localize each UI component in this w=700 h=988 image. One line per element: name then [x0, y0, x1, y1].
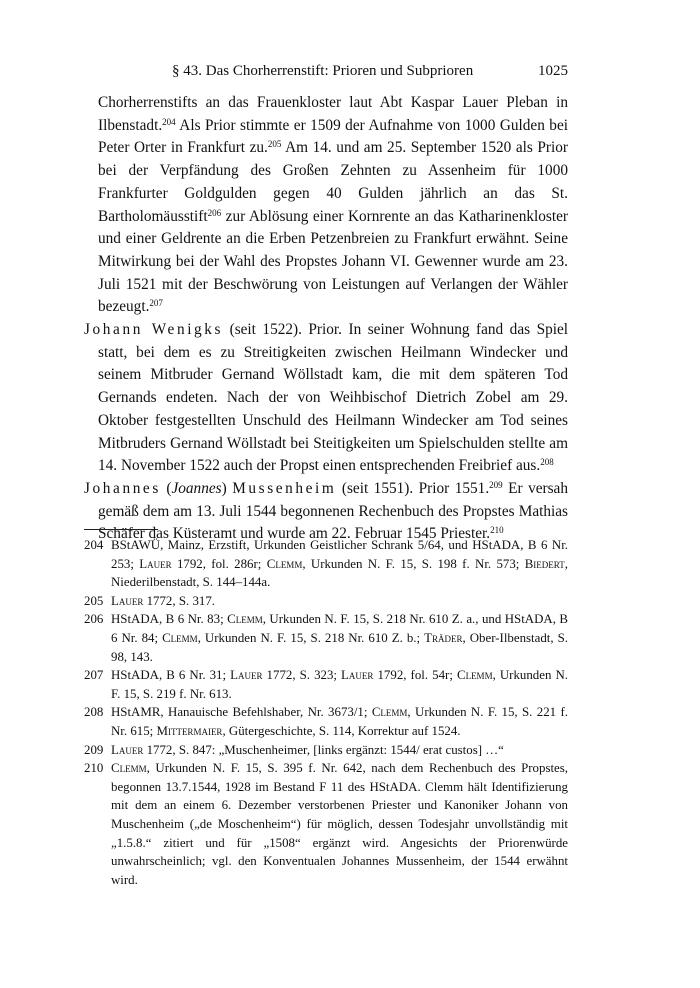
- text-run: BStAWÜ, Mainz, Erzstift, Urkunden Geistlicher Schrank 5/64, und HStADA, B 6 Nr. 253;: [111, 538, 568, 571]
- paragraph: [84, 92, 568, 319]
- text-run: HStADA, B 6 Nr. 31;: [111, 668, 231, 683]
- author-name: Lauer: [139, 556, 172, 571]
- text-run: , Urkunden N. F. 15, S. 218 Nr. 610 Z. a., und HStADA, B 6 Nr. 84;: [111, 612, 569, 645]
- text-run: (seit 1522). Prior. In seiner Wohnung fand das Spiel statt, bei dem es zu Streitigkeiten zwischen Heilmann Windecker und seinem Mitbruder Gernand Wöllstadt kam, die mit dem späteren Tod Gernands endeten. Nach der von Weihbischof Dietrich Zobel am 29. Oktober festgestellten Unschuld des Heilmann Windecker am Tod seines Mitbruders Gernand Wöllstadt bei Steitigkeiten um Spielschulden stellte am 14. November 1522 auch der Propst einen entsprechenden Freibrief aus.: [98, 321, 569, 475]
- footnote: [84, 703, 568, 740]
- running-header-title: § 43. Das Chorherrenstift: Prioren und Subprioren: [172, 63, 474, 79]
- footnote-number: 206: [84, 612, 104, 627]
- text-run: , Niederilbenstadt, S. 144–144a.: [111, 556, 568, 590]
- footnote-number: 210: [84, 761, 104, 776]
- main-text: [84, 92, 568, 546]
- entry-name: Johann Wenigks: [84, 321, 224, 339]
- author-name: Clemm: [371, 705, 408, 720]
- running-header: [84, 60, 568, 82]
- footnotes: [84, 536, 568, 889]
- text-run: Als Prior stimmte er 1509 der Aufnahme von 1000 Gulden bei Peter Orter in Frankfurt zu.: [98, 116, 568, 157]
- text-run: 1772, S. 847: „Muschenheimer, [links ergänzt: 1544/ erat custos] …“: [143, 742, 504, 757]
- author-name: Lauer: [230, 668, 263, 683]
- text-run: 1792, fol. 286r;: [171, 556, 267, 571]
- footnote-ref[interactable]: 210: [490, 525, 504, 536]
- footnote-number: 208: [84, 705, 104, 720]
- author-name: Lauer: [111, 593, 144, 608]
- text-run: HStADA, B 6 Nr. 83;: [111, 612, 228, 627]
- footnote-number: 204: [84, 538, 104, 552]
- author-name: Clemm: [162, 630, 198, 645]
- page-number: 1025: [538, 63, 568, 79]
- footnote: [84, 536, 568, 592]
- author-name: Träder: [424, 630, 463, 645]
- author-name: Lauer: [341, 668, 374, 683]
- footnote: [84, 666, 568, 703]
- footnote: [84, 741, 568, 760]
- text-run: zur Ablösung einer Kornrente an das Katharinenkloster und einer Geldrente an die Erben Petzenbreien zu Frankfurt erwähnt. Seine Mitwirkung bei der Wahl des Propstes Johann VI. Gewenner wurde am 23. Juli 1521 mit der Beschwörung von Leistungen auf Verlangen der Wähler bezeugt.: [98, 207, 568, 316]
- entry-name: Johannes: [84, 479, 161, 497]
- text-run: Am 14. und am 25. September 1520 als Prior bei der Verpfändung des Großen Zehnten zu Assenheim für 1000 Frankfurter Goldgulden gegen 40 Gulden jährlich an das St. Bartholomäusstift: [98, 139, 569, 225]
- footnote: [84, 592, 568, 611]
- footnote-number: 207: [84, 668, 104, 683]
- author-name: Biedert: [524, 556, 565, 571]
- footnote-ref[interactable]: 205: [267, 139, 282, 150]
- footnote-ref[interactable]: 207: [149, 298, 163, 309]
- footnote-ref[interactable]: 209: [489, 479, 503, 490]
- author-name: Clemm: [456, 668, 493, 683]
- author-name: Clemm: [266, 556, 303, 571]
- text-run: , Urkunden N. F. 15, S. 221 f. Nr. 615;: [111, 705, 568, 738]
- text-run: 1772, S. 323;: [262, 668, 342, 683]
- author-name: Lauer: [111, 742, 144, 757]
- text-run: , Urkunden N. F. 15, S. 219 f. Nr. 613.: [111, 668, 568, 701]
- author-name: Clemm: [111, 761, 147, 776]
- text-run: 1772, S. 317.: [143, 593, 215, 608]
- entry-name: Mussenheim: [232, 479, 337, 497]
- text-run: , Urkunden N. F. 15, S. 198 f. Nr. 573;: [302, 556, 525, 571]
- footnote-rule: [84, 529, 158, 530]
- text-run: Chorherrenstifts an das Frauenkloster laut Abt Kaspar Lauer Pleban in Ilbenstadt.: [98, 94, 568, 134]
- text-run: , Urkunden N. F. 15, S. 395 f. Nr. 642, nach dem Rechenbuch des Propstes, begonnen 13.7.1544, 1928 im Bestand F 11 des HStADA. Clemm hält Identifizierung mit dem an einem 6. Dezember verstorbenen Priester und Kanoniker Johann von Muschenheim („de Moschenheim“) für möglich, dessen Todesjahr unvollständig mit „1.5.8.“ zitiert und für „1508“ ergänzt wird. Angesichts der Priorenwürde unwahrscheinlich; vgl. den Konventualen Johannes Mussenheim, der 1544 erwähnt wird.: [111, 761, 568, 887]
- text-run: (seit 1551). Prior 1551.: [336, 479, 490, 497]
- footnote-number: 205: [84, 593, 104, 608]
- footnote-ref[interactable]: 204: [162, 116, 176, 127]
- author-name: Mittermaier: [156, 723, 223, 738]
- author-name: Clemm: [227, 612, 263, 627]
- text-run: Er versah gemäß dem am 13. Juli 1544 begonnenen Rechenbuch des Propstes Mathias Schäfer das Küsteramt und wurde am 22. Februar 1545 Priester.: [98, 479, 568, 543]
- text-run: (: [160, 479, 172, 497]
- footnote-number: 209: [84, 742, 104, 757]
- footnote: [84, 759, 568, 889]
- footnote-ref[interactable]: 206: [207, 207, 222, 218]
- footnote: [84, 610, 568, 666]
- footnote-ref[interactable]: 208: [540, 457, 554, 468]
- text-run: 1792, fol. 54r;: [373, 668, 457, 683]
- text-run: , Ober-Ilbenstadt, S. 98, 143.: [111, 630, 569, 664]
- text-run: HStAMR, Hanauische Befehlshaber, Nr. 3673/1;: [111, 705, 372, 720]
- text-run: , Urkunden N. F. 15, S. 218 Nr. 610 Z. b.;: [197, 630, 425, 645]
- text-run: , Gütergeschichte, S. 114, Korrektur auf 1524.: [222, 723, 461, 738]
- italic-text: Joannes: [171, 479, 222, 497]
- prior-entry: [84, 319, 568, 478]
- text-run: ): [221, 479, 233, 497]
